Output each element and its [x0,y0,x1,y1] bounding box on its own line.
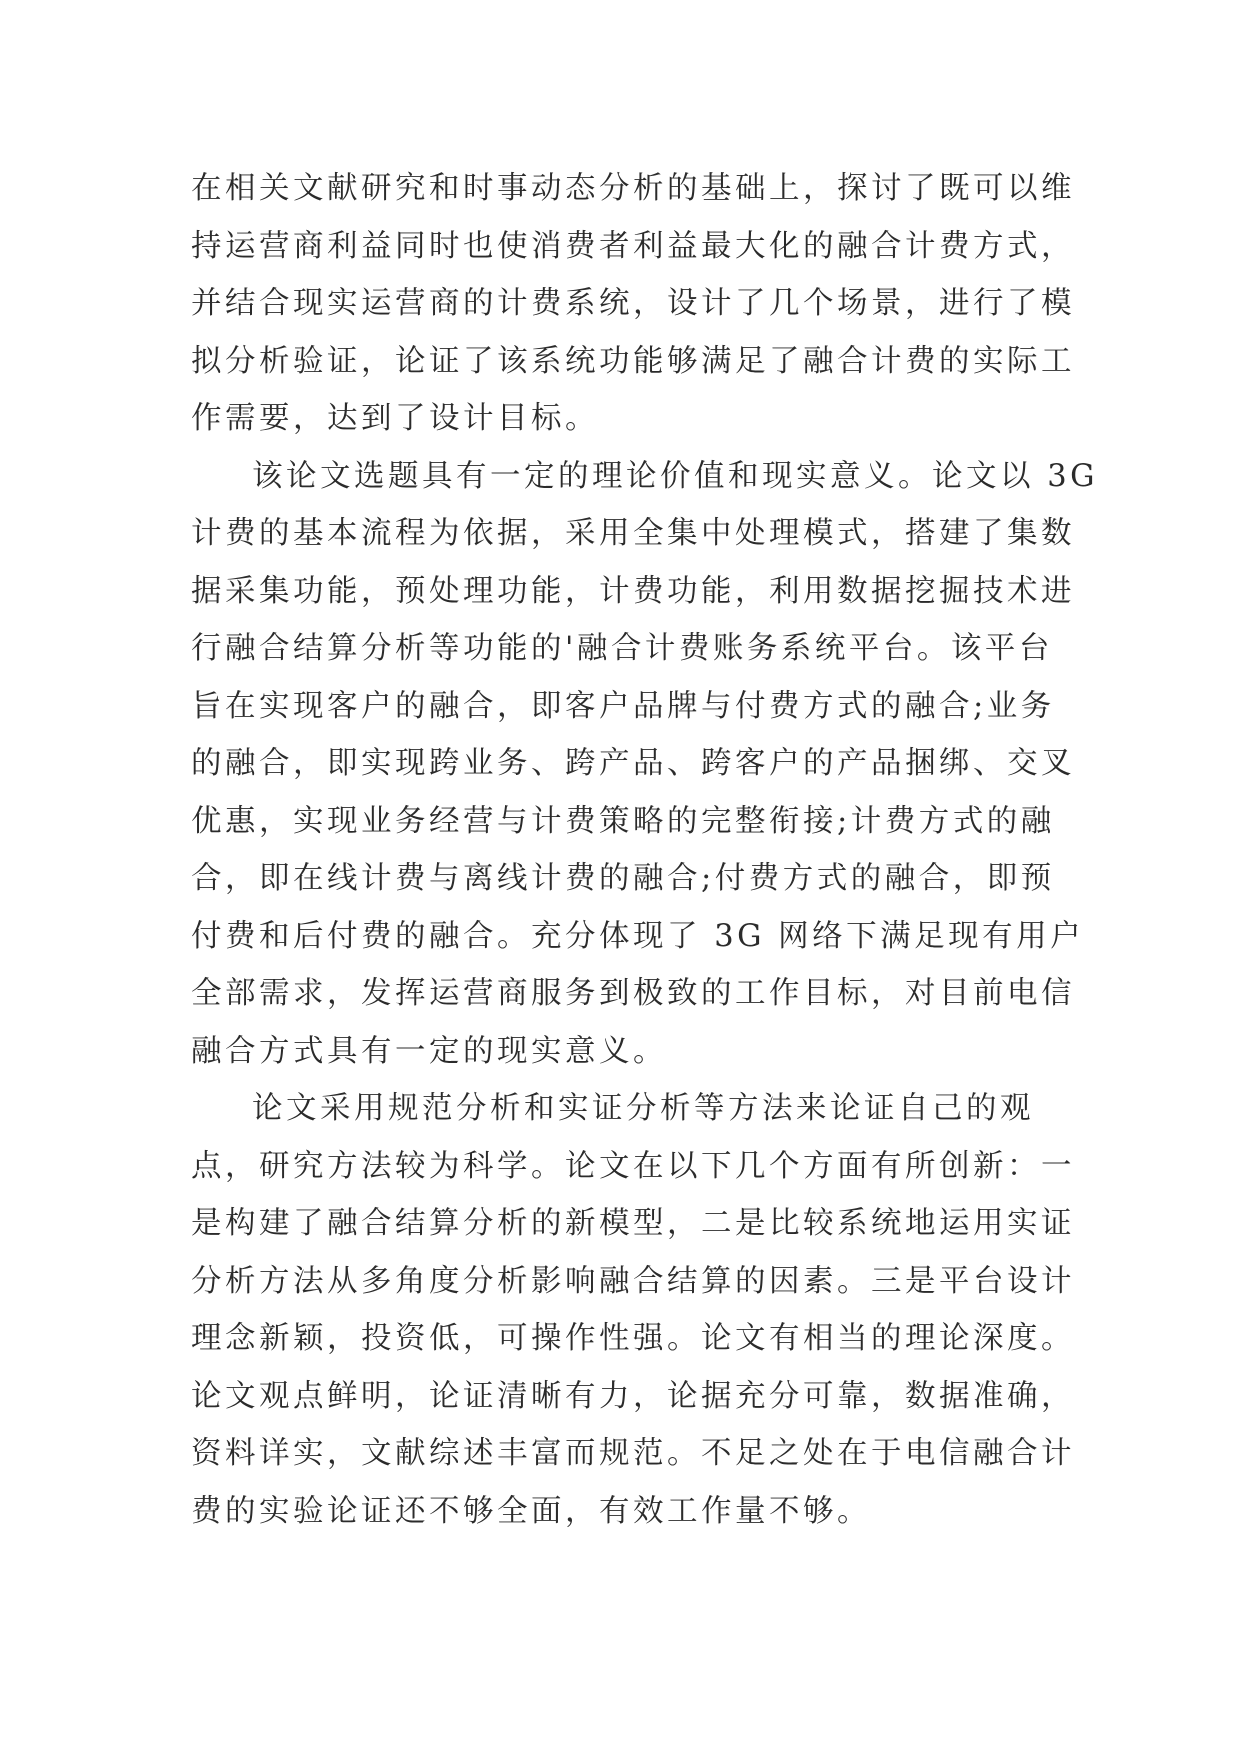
text-line: 论文观点鲜明，论证清晰有力，论据充分可靠，数据准确， [191,1378,1075,1414]
text-line: 的融合，即实现跨业务、跨产品、跨客户的产品捆绑、交叉 [191,746,1075,781]
paragraph-3 [191,1080,1075,1540]
text-line: 资料详实，文献综述丰富而规范。不足之处在于电信融合计 [191,1436,1075,1471]
text-line: 旨在实现客户的融合，即客户品牌与付费方式的融合;业务 [191,688,1055,724]
text-line: 分析方法从多角度分析影响融合结算的因素。三是平台设计 [191,1263,1075,1299]
paragraph-2 [191,448,1098,1081]
text-line: 作需要，达到了设计目标。 [191,401,599,436]
text-line: 是构建了融合结算分析的新模型，二是比较系统地运用实证 [191,1206,1075,1241]
paragraph-1 [191,160,1075,448]
text-line: 全部需求，发挥运营商服务到极致的工作目标，对目前电信 [191,976,1075,1011]
text-line: 理念新颖，投资低，可操作性强。论文有相当的理论深度。 [191,1321,1075,1356]
text-line: 费的实验论证还不够全面，有效工作量不够。 [191,1493,871,1529]
text-line: 持运营商利益同时也使消费者利益最大化的融合计费方式， [191,228,1075,264]
text-line: 在相关文献研究和时事动态分析的基础上，探讨了既可以维 [191,171,1075,206]
text-line: 行融合结算分析等功能的'融合计费账务系统平台。该平台 [191,631,1053,666]
text-line: 拟分析验证，论证了该系统功能够满足了融合计费的实际工 [191,343,1075,379]
text-line-indented: 该论文选题具有一定的理论价值和现实意义。论文以 3G [252,458,1098,494]
text-line: 并结合现实运营商的计费系统，设计了几个场景，进行了模 [191,286,1075,321]
text-line-indented: 论文采用规范分析和实证分析等方法来论证自己的观 [252,1091,1034,1126]
document-body [191,160,1098,1540]
text-line: 点，研究方法较为科学。论文在以下几个方面有所创新：一 [191,1148,1075,1184]
text-line: 计费的基本流程为依据，采用全集中处理模式，搭建了集数 [191,516,1075,551]
text-line: 付费和后付费的融合。充分体现了 3G 网络下满足现有用户 [191,918,1085,954]
text-line: 融合方式具有一定的现实意义。 [191,1033,667,1069]
text-line: 合，即在线计费与离线计费的融合;付费方式的融合，即预 [191,861,1055,896]
text-line: 据采集功能，预处理功能，计费功能，利用数据挖掘技术进 [191,573,1075,609]
text-line: 优惠，实现业务经营与计费策略的完整衔接;计费方式的融 [191,803,1055,839]
